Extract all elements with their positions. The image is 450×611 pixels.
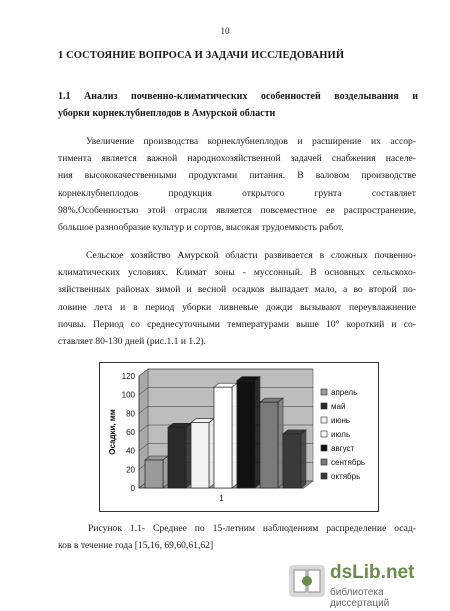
paragraph-line: 98%.Особенностью этой отрасли является повсеместное ее распространение, [58, 204, 416, 216]
bar-август [237, 381, 255, 488]
y-tick-label: 100 [121, 390, 135, 400]
bar-июль [214, 387, 232, 488]
section-heading-line2: уборки корнеклубнеплодов в Амурской области [58, 108, 276, 119]
legend-swatch-май [321, 403, 327, 409]
figure-caption [58, 520, 416, 554]
bar-июнь [191, 423, 209, 488]
paragraph-line: зяйственных районах зимой и весной осадков выпадает мало, а во второй по- [58, 284, 416, 296]
bar-side-август [255, 377, 260, 488]
legend-label-октябрь: октябрь [331, 472, 361, 481]
paragraph-line: почвы. Период со среднесуточными температурами выше 10° короткий и со- [58, 318, 416, 330]
paragraph-line: ловине лета и в период уборки ливневые дожди вызывают переувлажнение [58, 301, 416, 313]
watermark-brand: dsLib.net [330, 562, 415, 583]
bar-октябрь [283, 434, 301, 488]
legend-label-апрель: апрель [331, 388, 358, 397]
y-axis-label: Осадки, мм [108, 409, 117, 455]
paragraph-line: Сельское хозяйство Амурской области развивается в сложных почвенно- [86, 250, 416, 261]
y-tick-label: 20 [126, 465, 135, 475]
paragraph-line: Увеличение производства корнеклубнеплодов и расширение их ассор- [86, 136, 416, 147]
legend-swatch-сентябрь [321, 459, 327, 465]
caption-line1: Рисунок 1.1- Среднее по 15-летним наблюдениям распределение осад- [88, 523, 416, 534]
legend-label-май: май [331, 402, 346, 411]
section-heading [58, 88, 418, 122]
dslib-logo-icon [288, 562, 326, 600]
y-tick-label: 60 [126, 428, 135, 437]
y-tick-label: 0 [130, 484, 135, 493]
paragraph-line: климатических условиях. Климат зоны - муссонный. В основных сельскохо- [58, 267, 416, 279]
watermark-subtitle: библиотека диссертаций [330, 587, 390, 609]
bar-side-май [186, 423, 191, 488]
legend-swatch-август [321, 445, 327, 451]
paragraph-line: большое разнообразие культур и сортов, высокая трудоемкость работ. [58, 222, 344, 234]
bar-май [168, 427, 186, 488]
y-tick-label: 120 [121, 372, 135, 381]
legend-swatch-октябрь [321, 473, 327, 479]
legend-label-июль: июль [331, 430, 351, 439]
legend-swatch-июнь [321, 417, 327, 423]
paragraph-2 [58, 247, 416, 350]
x-category-label: 1 [219, 494, 224, 503]
paragraph-line: тимента является важной народнохозяйственной задачей снабжения населе- [58, 153, 416, 165]
bar-side-апрель [163, 456, 168, 488]
y-tick-label: 80 [126, 409, 135, 419]
chapter-heading: 1 СОСТОЯНИЕ ВОПРОСА И ЗАДАЧИ ИССЛЕДОВАНИЙ [58, 50, 345, 61]
bar-side-сентябрь [278, 398, 283, 488]
dslib-watermark [288, 560, 443, 609]
paragraph-1 [58, 133, 416, 236]
caption-line2: ков в течение года [15,16, 69,60,61,62] [58, 540, 214, 551]
legend-label-сентябрь: сентябрь [331, 458, 366, 467]
bar-side-июль [232, 383, 237, 488]
bar-апрель [145, 460, 163, 488]
legend-label-август: август [331, 444, 355, 453]
paragraph-line: корнеклубнеплодов продукция открытого грунта составляет [58, 187, 416, 199]
y-tick-label: 40 [126, 446, 135, 456]
bar-side-июнь [209, 419, 214, 488]
paragraph-line: ставляет 80-130 дней (рис.1.1 и 1.2). [58, 336, 206, 348]
legend-label-июнь: июнь [331, 416, 351, 425]
precipitation-chart [99, 362, 379, 512]
bar-сентябрь [260, 402, 278, 488]
page-number: 10 [220, 26, 230, 36]
paragraph-line: ния высококачественными продуктами питания. В валовом производстве [58, 170, 416, 182]
chart-svg [99, 362, 379, 512]
section-heading-line1: 1.1 Анализ почвенно-климатических особенностей возделывания и [58, 91, 418, 102]
bar-side-октябрь [301, 430, 306, 488]
legend-swatch-июль [321, 431, 327, 437]
legend-swatch-апрель [321, 389, 327, 395]
